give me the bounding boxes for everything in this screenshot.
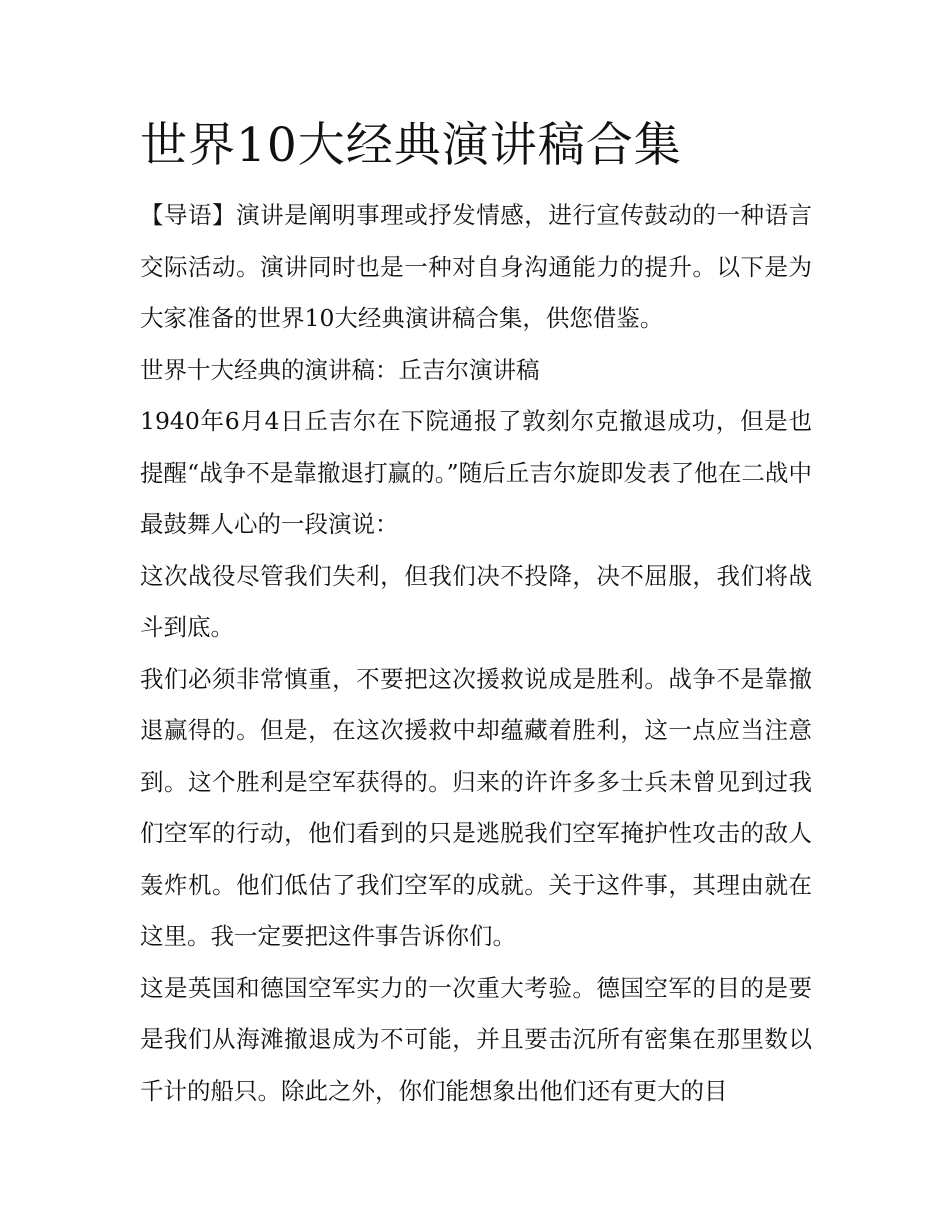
document-body	[140, 110, 812, 1117]
section-heading: 世界十大经典的演讲稿：丘吉尔演讲稿	[140, 355, 540, 384]
body-paragraph: 这次战役尽管我们失利，但我们决不投降，决不屈服，我们将战斗到底。	[140, 561, 812, 641]
document-title: 世界10大经典演讲稿合集	[140, 118, 682, 173]
body-paragraph: 这是英国和德国空军实力的一次重大考验。德国空军的目的是要是我们从海滩撤退成为不可能，并且要击沉所有密集在那里数以千计的船只。除此之外，你们能想象出他们还有更大的目	[140, 973, 812, 1105]
body-paragraph: 我们必须非常慎重，不要把这次援救说成是胜利。战争不是靠撤退赢得的。但是，在这次援救中却蕴藏着胜利，这一点应当注意到。这个胜利是空军获得的。归来的许许多多士兵未曾见到过我们空军的行动，他们看到的只是逃脱我们空军掩护性攻击的敌人轰炸机。他们低估了我们空军的成就。关于这件事，其理由就在这里。我一定要把这件事告诉你们。	[140, 664, 812, 950]
intro-paragraph: 【导语】演讲是阐明事理或抒发情感，进行宣传鼓动的一种语言交际活动。演讲同时也是一种对自身沟通能力的提升。以下是为大家准备的世界10大经典演讲稿合集，供您借鉴。	[140, 201, 812, 332]
body-paragraph: 1940年6月4日丘吉尔在下院通报了敦刻尔克撤退成功，但是也提醒“战争不是靠撤退打赢的。”随后丘吉尔旋即发表了他在二战中最鼓舞人心的一段演说：	[140, 407, 812, 538]
